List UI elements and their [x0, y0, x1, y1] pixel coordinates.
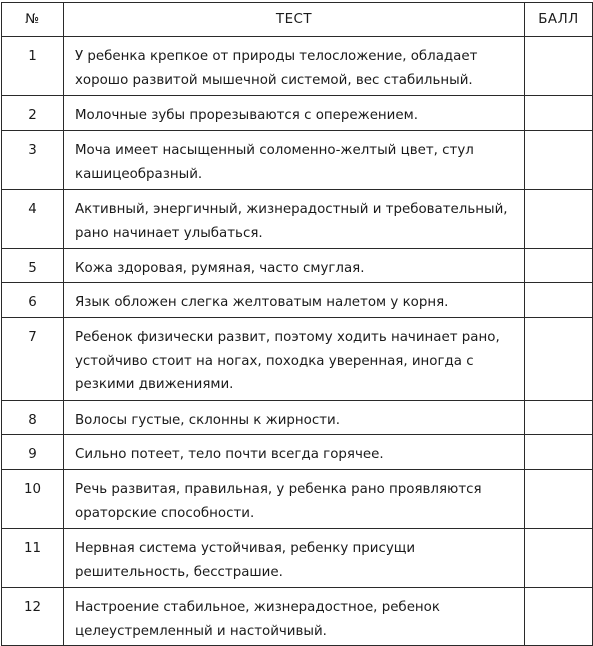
table-row	[2, 318, 593, 401]
row-test-text: Активный, энергичный, жизнерадостный и требовательный, рано начинает улыбаться.	[64, 190, 525, 249]
row-score-cell[interactable]	[525, 470, 593, 529]
row-number: 2	[2, 96, 64, 131]
table-row	[2, 529, 593, 588]
header-num: №	[2, 3, 64, 37]
row-score-cell[interactable]	[525, 249, 593, 283]
row-test-text: У ребенка крепкое от природы телосложение, обладает хорошо развитой мышечной системой, вес стабильный.	[64, 37, 525, 96]
table-row	[2, 470, 593, 529]
header-test: ТЕСТ	[64, 3, 525, 37]
row-test-text: Ребенок физически развит, поэтому ходить начинает рано, устойчиво стоит на ногах, походка уверенная, иногда с резкими движениями.	[64, 318, 525, 401]
table-row	[2, 283, 593, 318]
header-score: БАЛЛ	[525, 3, 593, 37]
row-test-text: Настроение стабильное, жизнерадостное, ребенок целеустремленный и настойчивый.	[64, 588, 525, 646]
row-score-cell[interactable]	[525, 435, 593, 470]
row-score-cell[interactable]	[525, 401, 593, 435]
table-row	[2, 401, 593, 435]
row-test-text: Молочные зубы прорезываются с опережением.	[64, 96, 525, 131]
row-number: 5	[2, 249, 64, 283]
row-test-text: Волосы густые, склонны к жирности.	[64, 401, 525, 435]
table-row	[2, 96, 593, 131]
test-table	[1, 2, 593, 646]
row-score-cell[interactable]	[525, 588, 593, 646]
row-number: 9	[2, 435, 64, 470]
row-score-cell[interactable]	[525, 283, 593, 318]
row-test-text: Моча имеет насыщенный соломенно-желтый цвет, стул кашицеобразный.	[64, 131, 525, 190]
row-test-text: Речь развитая, правильная, у ребенка рано проявляются ораторские способности.	[64, 470, 525, 529]
row-number: 10	[2, 470, 64, 529]
row-number: 8	[2, 401, 64, 435]
row-score-cell[interactable]	[525, 37, 593, 96]
header-row	[2, 3, 593, 37]
row-score-cell[interactable]	[525, 190, 593, 249]
row-score-cell[interactable]	[525, 131, 593, 190]
row-test-text: Нервная система устойчивая, ребенку присущи решительность, бесстрашие.	[64, 529, 525, 588]
row-number: 1	[2, 37, 64, 96]
row-score-cell[interactable]	[525, 529, 593, 588]
row-test-text: Кожа здоровая, румяная, часто смуглая.	[64, 249, 525, 283]
row-test-text: Язык обложен слегка желтоватым налетом у корня.	[64, 283, 525, 318]
row-number: 11	[2, 529, 64, 588]
row-number: 3	[2, 131, 64, 190]
row-number: 4	[2, 190, 64, 249]
row-score-cell[interactable]	[525, 318, 593, 401]
table-row	[2, 37, 593, 96]
row-test-text: Сильно потеет, тело почти всегда горячее.	[64, 435, 525, 470]
table-row	[2, 249, 593, 283]
table-row	[2, 190, 593, 249]
table-row	[2, 131, 593, 190]
table-row	[2, 435, 593, 470]
row-number: 12	[2, 588, 64, 646]
row-number: 6	[2, 283, 64, 318]
row-number: 7	[2, 318, 64, 401]
table-row	[2, 588, 593, 646]
row-score-cell[interactable]	[525, 96, 593, 131]
